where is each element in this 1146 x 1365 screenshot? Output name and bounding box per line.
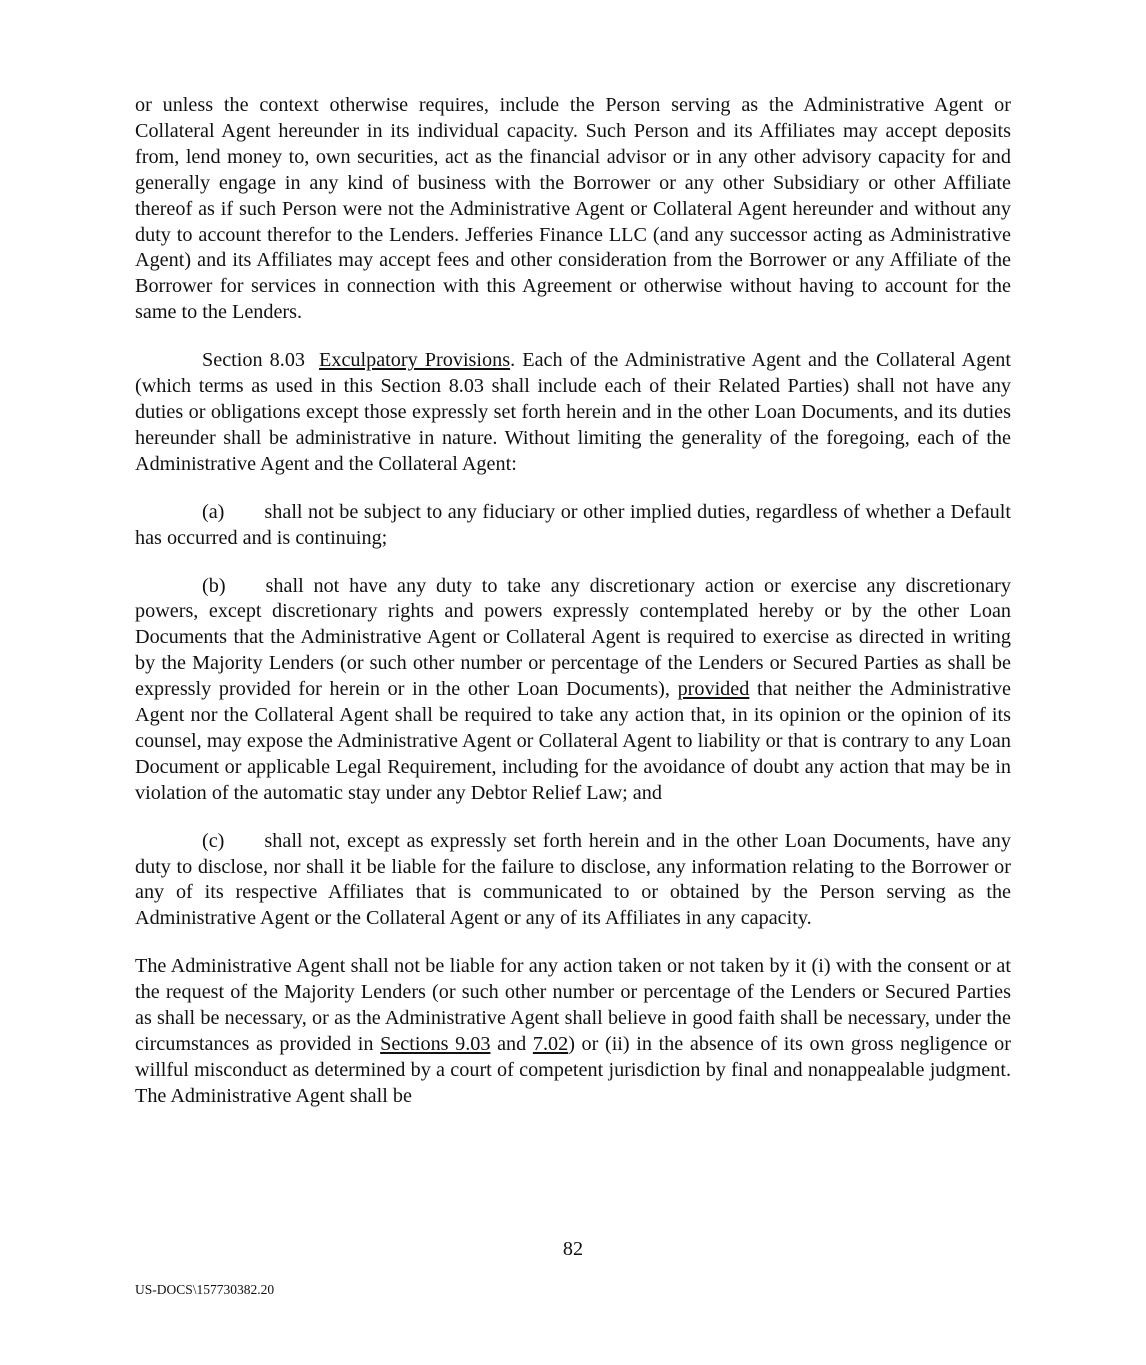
- clause-b: [135, 574, 1011, 807]
- clause-c-label: (c): [202, 829, 225, 852]
- clause-a-label: (a): [202, 500, 225, 523]
- section-text: . Each of the Administrative Agent and the Collateral Agent (which terms as used in this Section 8.03 shall include each of their Related Parties) shall not have any duties or obligations except those expressly set forth herein and in the other Loan Documents, and its duties hereunder shall be administrative in nature. Without limiting the generality of the foregoing, each of the Administrative Agent and the Collateral Agent:: [135, 349, 1011, 475]
- section-8-03-paragraph: [135, 348, 1011, 478]
- paragraph-final-text-1: The Administrative Agent shall not be liable for any action taken or not taken by it (i) with the consent or at the request of the Majority Lenders (or such other number or percentage of the Lenders or Secured Parties as shall be necessary, or as the Administrative Agent shall believe in good faith shall be necessary, under the circumstances as provided in: [135, 955, 1011, 1055]
- clause-b-label: (b): [202, 574, 226, 597]
- clause-c: [135, 829, 1011, 933]
- paragraph-final: [135, 954, 1011, 1109]
- clause-c-text: shall not, except as expressly set forth herein and in the other Loan Documents, have any duty to disclose, nor shall it be liable for the failure to disclose, any information relating to the Borrower or any of its respective Affiliates that is communicated to or obtained by the Person serving as the Administrative Agent or the Collateral Agent or any of its Affiliates in any capacity.: [135, 829, 1011, 930]
- cross-reference-7-02: 7.02: [532, 1033, 569, 1055]
- clause-a: [135, 500, 1011, 552]
- clause-b-provided: provided: [677, 678, 750, 701]
- conjunction-and: and: [490, 1033, 533, 1055]
- clause-b-text-1: shall not have any duty to take any discretionary action or exercise any discretionary powers, except discretionary rights and powers expressly contemplated hereby or by the other Loan Documents that the Administrative Agent or Collateral Agent is required to exercise as directed in writing by the Majority Lenders (or such other number or percentage of the Lenders or Secured Parties as shall be expressly provided for herein or in the other Loan Documents),: [135, 574, 1011, 701]
- paragraph-continued: or unless the context otherwise requires, include the Person serving as the Administrative Agent or Collateral Agent hereunder in its individual capacity. Such Person and its Affiliates may accept deposits from, lend money to, own securities, act as the financial advisor or in any other advisory capacity for and generally engage in any kind of business with the Borrower or any other Subsidiary or other Affiliate thereof as if such Person were not the Administrative Agent or Collateral Agent hereunder and without any duty to account therefor to the Lenders. Jefferies Finance LLC (and any successor acting as Administrative Agent) and its Affiliates may accept fees and other consideration from the Borrower or any Affiliate of the Borrower for services in connection with this Agreement or otherwise without having to account for the same to the Lenders.: [135, 94, 1011, 324]
- cross-reference-sections-9-03: Sections 9.03: [380, 1033, 491, 1055]
- section-number: Section 8.03: [202, 349, 306, 372]
- paragraph-final-text-2: ) or (ii) in the absence of its own gross negligence or willful misconduct as determined by a court of competent jurisdiction by final and nonappealable judgment. The Administrative Agent shall be: [135, 1033, 1011, 1107]
- clause-a-text: shall not be subject to any fiduciary or other implied duties, regardless of whether a Default has occurred and is continuing;: [135, 500, 1011, 549]
- clause-b-text-2: that neither the Administrative Agent nor the Collateral Agent shall be required to take any action that, in its opinion or the opinion of its counsel, may expose the Administrative Agent or Collateral Agent to liability or that is contrary to any Loan Document or applicable Legal Requirement, including for the avoidance of doubt any action that may be in violation of the automatic stay under any Debtor Relief Law; and: [135, 678, 1011, 804]
- document-body: [135, 93, 1011, 1132]
- section-heading: Exculpatory Provisions: [319, 349, 511, 372]
- page-number: 82: [562, 1238, 584, 1260]
- document-id-footer: US-DOCS\157730382.20: [135, 1282, 275, 1297]
